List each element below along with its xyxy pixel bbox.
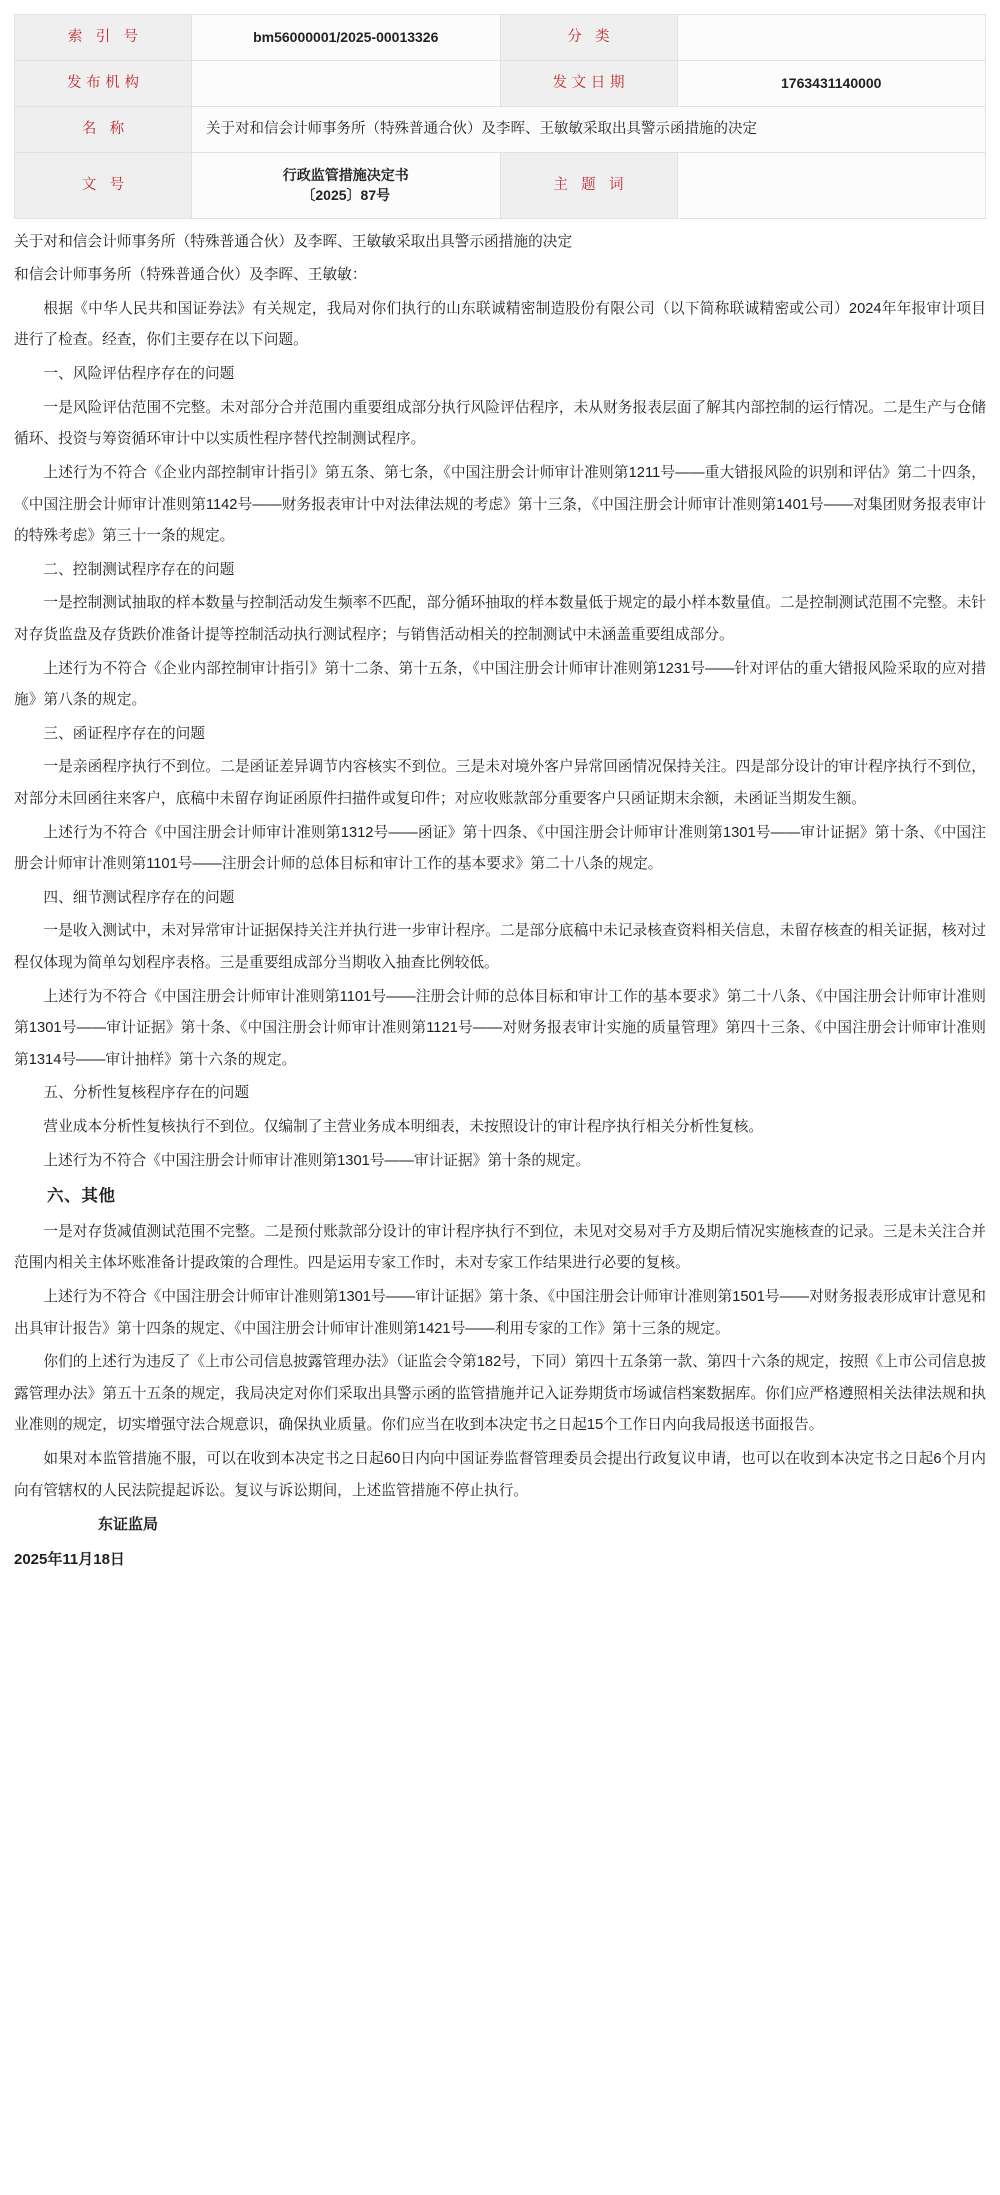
section-citation-1: 上述行为不符合《企业内部控制审计指引》第五条、第七条，《中国注册会计师审计准则第1211号——重大错报风险的识别和评估》第二十四条，《中国注册会计师审计准则第1142号——财务报表审计中对法律法规的考虑》第十三条，《中国注册会计师审计准则第1401号——对集团财务报表审计的特殊考虑》第三十一条的规定。 bbox=[14, 464, 986, 545]
section-citation-3: 上述行为不符合《中国注册会计师审计准则第1312号——函证》第十四条、《中国注册会计师审计准则第1301号——审计证据》第十条、《中国注册会计师审计准则第1101号——注册会计师的总体目标和审计工作的基本要求》第二十八条的规定。 bbox=[14, 824, 986, 873]
table-row bbox=[15, 153, 986, 219]
section-heading-2: 二、控制测试程序存在的问题 bbox=[43, 561, 235, 578]
section-citation-2: 上述行为不符合《企业内部控制审计指引》第十二条、第十五条，《中国注册会计师审计准则第1231号——针对评估的重大错报风险采取的应对措施》第八条的规定。 bbox=[14, 660, 986, 709]
document-addressee: 和信会计师事务所（特殊普通合伙）及李晖、王敏敏： bbox=[14, 267, 367, 284]
document-number-label: 文 号 bbox=[15, 153, 192, 219]
section-citation-6: 上述行为不符合《中国注册会计师审计准则第1301号——审计证据》第十条、《中国注册会计师审计准则第1501号——对财务报表形成审计意见和出具审计报告》第十四条的规定、《中国注册会计师审计准则第1421号——利用专家的工作》第十三条的规定。 bbox=[14, 1289, 986, 1337]
document-tail-spacer bbox=[14, 1578, 986, 1594]
document-number-line2: 〔2025〕87号 bbox=[301, 187, 391, 204]
issue-date-label: 发文日期 bbox=[500, 61, 677, 107]
document-intro: 根据《中华人民共和国证券法》有关规定，我局对你们执行的山东联诚精密制造股份有限公司（以下简称联诚精密或公司）2024年年报审计项目进行了检查。经查，你们主要存在以下问题。 bbox=[14, 300, 986, 349]
section-body-6: 一是对存货减值测试范围不完整。二是预付账款部分设计的审计程序执行不到位，未见对交易对手方及期后情况实施核查的记录。三是未关注合并范围内相关主体坏账准备计提政策的合理性。四是运用专家工作时，未对专家工作结果进行必要的复核。 bbox=[14, 1223, 986, 1272]
document-appeal-notice: 如果对本监管措施不服，可以在收到本决定书之日起60日内向中国证券监督管理委员会提出行政复议申请，也可以在收到本决定书之日起6个月内向有管辖权的人民法院提起诉讼。复议与诉讼期间，上述监管措施不停止执行。 bbox=[14, 1451, 986, 1499]
document-metadata-table bbox=[14, 14, 986, 219]
table-row bbox=[15, 61, 986, 107]
subject-keyword-value bbox=[677, 153, 986, 219]
section-body-1: 一是风险评估范围不完整。未对部分合并范围内重要组成部分执行风险评估程序，未从财务报表层面了解其内部控制的运行情况。二是生产与仓储循环、投资与筹资循环审计中以实质性程序替代控制测试程序。 bbox=[14, 399, 986, 448]
section-citation-4: 上述行为不符合《中国注册会计师审计准则第1101号——注册会计师的总体目标和审计工作的基本要求》第二十八条、《中国注册会计师审计准则第1301号——审计证据》第十条、《中国注册会计师审计准则第1121号——对财务报表审计实施的质量管理》第四十三条、《中国注册会计师审计准则第1314号——审计抽样》第十六条的规定。 bbox=[14, 988, 986, 1068]
index-number-label: 索 引 号 bbox=[15, 15, 192, 61]
document-number-line1: 行政监管措施决定书 bbox=[282, 167, 409, 184]
table-row bbox=[15, 15, 986, 61]
subject-keyword-label: 主 题 词 bbox=[500, 153, 677, 219]
section-heading-5: 五、分析性复核程序存在的问题 bbox=[43, 1085, 250, 1102]
section-heading-3: 三、函证程序存在的问题 bbox=[43, 725, 205, 742]
document-date: 2025年11月18日 bbox=[14, 1550, 125, 1568]
category-label: 分 类 bbox=[500, 15, 677, 61]
issuing-agency-value bbox=[192, 61, 501, 107]
section-body-3: 一是亲函程序执行不到位。二是函证差异调节内容核实不到位。三是未对境外客户异常回函情况保持关注。四是部分设计的审计程序执行不到位，对部分未回函往来客户，底稿中未留存询证函原件扫描件或复印件；对应收账款部分重要客户只函证期末余额，未函证当期发生额。 bbox=[14, 759, 986, 807]
issue-date-value: 1763431140000 bbox=[677, 61, 986, 107]
index-number-value: bm56000001/2025-00013326 bbox=[192, 15, 501, 61]
table-row bbox=[15, 107, 986, 153]
category-value bbox=[677, 15, 986, 61]
section-body-4: 一是收入测试中，未对异常审计证据保持关注并执行进一步审计程序。二是部分底稿中未记录核查资料相关信息，未留存核查的相关证据，核对过程仅体现为简单勾划程序表格。三是重要组成部分当期收入抽查比例较低。 bbox=[14, 923, 986, 972]
section-heading-6: 六、其他 bbox=[47, 1187, 116, 1206]
document-number-value bbox=[192, 153, 501, 219]
section-body-5: 营业成本分析性复核执行不到位。仅编制了主营业务成本明细表，未按照设计的审计程序执行相关分析性复核。 bbox=[43, 1119, 764, 1136]
document-conclusion: 你们的上述行为违反了《上市公司信息披露管理办法》（证监会令第182号，下同）第四十五条第一款、第四十六条的规定，按照《上市公司信息披露管理办法》第五十五条的规定，我局决定对你们采取出具警示函的监管措施并记入证券期货市场诚信档案数据库。你们应严格遵照相关法律法规和执业准则的规定，切实增强守法合规意识，确保执业质量。你们应当在收到本决定书之日起15个工作日内向我局报送书面报告。 bbox=[14, 1354, 986, 1434]
section-heading-4: 四、细节测试程序存在的问题 bbox=[43, 889, 235, 906]
name-value: 关于对和信会计师事务所（特殊普通合伙）及李晖、王敏敏采取出具警示函措施的决定 bbox=[192, 107, 986, 153]
document-title: 关于对和信会计师事务所（特殊普通合伙）及李晖、王敏敏采取出具警示函措施的决定 bbox=[14, 233, 573, 250]
section-citation-5: 上述行为不符合《中国注册会计师审计准则第1301号——审计证据》第十条的规定。 bbox=[43, 1152, 591, 1169]
section-heading-1: 一、风险评估程序存在的问题 bbox=[43, 366, 235, 383]
name-label: 名 称 bbox=[15, 107, 192, 153]
document-signature: 东证监局 bbox=[98, 1516, 159, 1534]
section-body-2: 一是控制测试抽取的样本数量与控制活动发生频率不匹配，部分循环抽取的样本数量低于规定的最小样本数量值。二是控制测试范围不完整。未针对存货监盘及存货跌价准备计提等控制活动执行测试程序；与销售活动相关的控制测试中未涵盖重要组成部分。 bbox=[14, 595, 986, 643]
document-body bbox=[14, 227, 986, 1604]
issuing-agency-label: 发布机构 bbox=[15, 61, 192, 107]
